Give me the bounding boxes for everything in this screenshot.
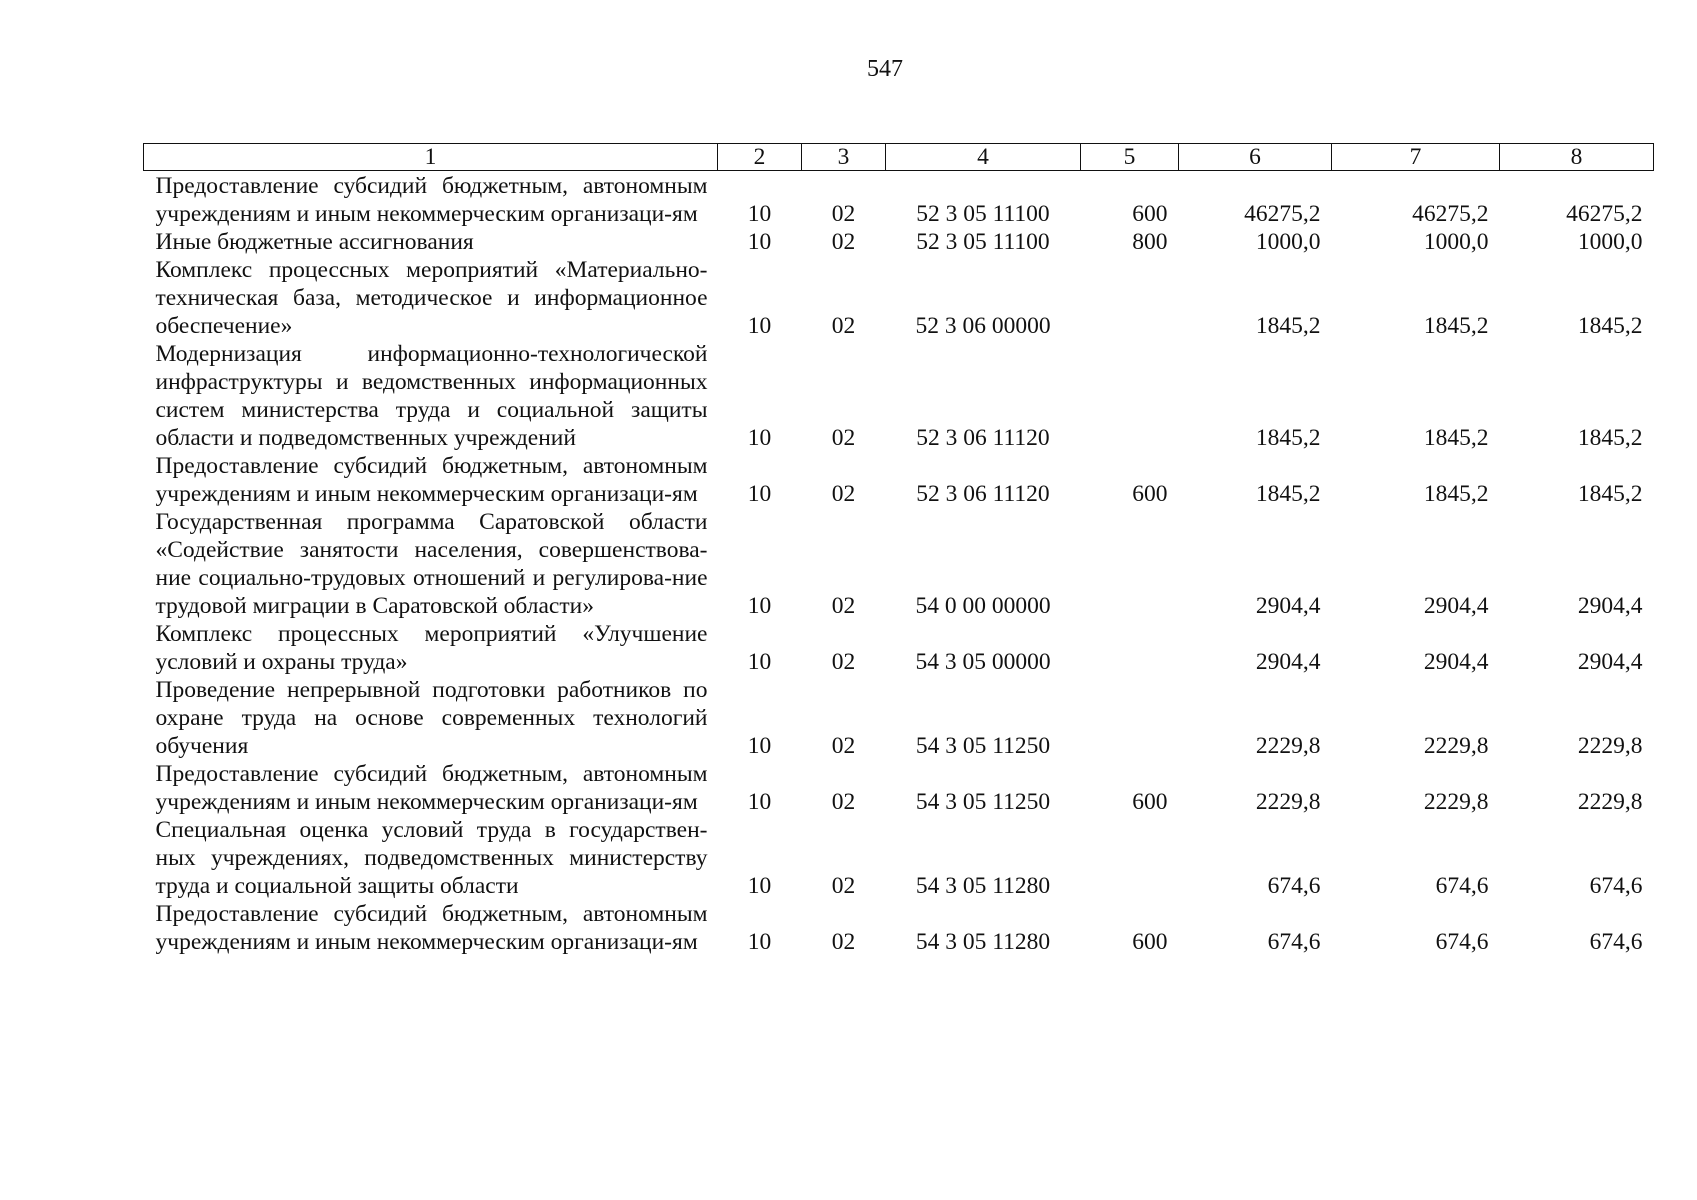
column-number-row [144, 144, 1654, 171]
section-code-cell: 10 [747, 201, 772, 227]
amount-year2-cell: 674,6 [1435, 929, 1489, 955]
amount-year3-cell: 1845,2 [1577, 425, 1643, 451]
table-row [144, 760, 1654, 816]
target-article-cell: 52 3 06 11120 [916, 425, 1050, 451]
column-number-header: 3 [802, 144, 886, 171]
table-body [144, 171, 1654, 957]
target-article-cell: 52 3 06 00000 [915, 313, 1051, 339]
amount-year1-cell: 2904,4 [1255, 649, 1321, 675]
amount-year2-cell: 1845,2 [1423, 425, 1489, 451]
column-number-header: 8 [1500, 144, 1654, 171]
amount-year1-cell: 674,6 [1267, 929, 1321, 955]
amount-year3-cell: 674,6 [1589, 873, 1643, 899]
budget-table [143, 143, 1654, 956]
section-code-cell: 10 [747, 593, 772, 619]
target-article-cell: 54 3 05 00000 [915, 649, 1051, 675]
section-code-cell: 10 [747, 649, 772, 675]
section-code-cell: 10 [747, 733, 772, 759]
subsection-code-cell: 02 [831, 481, 856, 507]
page-number: 547 [867, 56, 903, 82]
amount-year3-cell: 2229,8 [1577, 789, 1643, 815]
expense-type-cell: 600 [1132, 789, 1168, 815]
expense-type-cell: 600 [1132, 929, 1168, 955]
row-name-cell: Комплекс процессных мероприятий «Улучшение условий и охраны труда» [155, 621, 708, 675]
table-row [144, 171, 1654, 229]
column-number-header: 1 [144, 144, 718, 171]
table-row [144, 816, 1654, 900]
column-number-header: 2 [718, 144, 802, 171]
expense-type-cell [1081, 816, 1179, 900]
column-number-header: 6 [1179, 144, 1332, 171]
target-article-cell: 52 3 05 11100 [916, 201, 1050, 227]
table-row [144, 340, 1654, 452]
amount-year3-cell: 1000,0 [1577, 229, 1643, 255]
amount-year1-cell: 1845,2 [1255, 425, 1321, 451]
subsection-code-cell: 02 [831, 313, 856, 339]
row-name-cell: Предоставление субсидий бюджетным, автономным учреждениям и иным некоммерческим организаци-ям [155, 761, 708, 815]
target-article-cell: 54 3 05 11280 [915, 873, 1051, 899]
expense-type-cell [1081, 256, 1179, 340]
amount-year2-cell: 2229,8 [1423, 733, 1489, 759]
amount-year2-cell: 2229,8 [1423, 789, 1489, 815]
amount-year2-cell: 2904,4 [1423, 649, 1489, 675]
table-row [144, 228, 1654, 256]
amount-year3-cell: 2229,8 [1577, 733, 1643, 759]
amount-year2-cell: 2904,4 [1423, 593, 1489, 619]
expense-type-cell [1081, 340, 1179, 452]
target-article-cell: 54 3 05 11250 [915, 733, 1051, 759]
row-name-cell: Предоставление субсидий бюджетным, автономным учреждениям и иным некоммерческим организаци-ям [155, 453, 708, 507]
section-code-cell: 10 [747, 929, 772, 955]
section-code-cell: 10 [747, 481, 772, 507]
section-code-cell: 10 [747, 425, 772, 451]
table-row [144, 900, 1654, 956]
row-name-cell: Предоставление субсидий бюджетным, автономным учреждениям и иным некоммерческим организаци-ям [155, 173, 708, 227]
expense-type-cell: 600 [1132, 201, 1168, 227]
expense-type-cell [1081, 676, 1179, 760]
target-article-cell: 54 3 05 11250 [915, 789, 1051, 815]
row-name-cell: Специальная оценка условий труда в государствен-ных учреждениях, подведомственных министерству труда и социальной защиты области [155, 817, 708, 899]
column-number-header: 4 [886, 144, 1081, 171]
row-name-cell: Проведение непрерывной подготовки работников по охране труда на основе современных технологий обучения [155, 677, 708, 759]
amount-year1-cell: 2229,8 [1255, 789, 1321, 815]
table-row [144, 256, 1654, 340]
target-article-cell: 54 0 00 00000 [915, 593, 1051, 619]
subsection-code-cell: 02 [831, 593, 856, 619]
expense-type-cell [1081, 620, 1179, 676]
table-row [144, 508, 1654, 620]
amount-year2-cell: 46275,2 [1412, 201, 1489, 227]
row-name-cell: Предоставление субсидий бюджетным, автономным учреждениям и иным некоммерческим организаци-ям [155, 901, 708, 955]
amount-year2-cell: 1845,2 [1423, 481, 1489, 507]
amount-year3-cell: 674,6 [1589, 929, 1643, 955]
amount-year1-cell: 674,6 [1267, 873, 1321, 899]
row-name-cell: Государственная программа Саратовской области «Содействие занятости населения, совершенствова-ние социально-трудовых отношений и регулирова-ние трудовой миграции в Саратовской области» [155, 509, 708, 619]
section-code-cell: 10 [747, 229, 772, 255]
target-article-cell: 52 3 05 11100 [916, 229, 1050, 255]
row-name-cell: Модернизация информационно-технологической инфраструктуры и ведомственных информационных систем министерства труда и социальной защиты области и подведомственных учреждений [155, 341, 708, 451]
subsection-code-cell: 02 [831, 425, 856, 451]
amount-year3-cell: 46275,2 [1566, 201, 1643, 227]
subsection-code-cell: 02 [831, 789, 856, 815]
section-code-cell: 10 [747, 789, 772, 815]
amount-year1-cell: 46275,2 [1244, 201, 1321, 227]
row-name-cell: Комплекс процессных мероприятий «Материально-техническая база, методическое и информационное обеспечение» [155, 257, 708, 339]
amount-year1-cell: 1845,2 [1255, 313, 1321, 339]
amount-year1-cell: 2904,4 [1255, 593, 1321, 619]
subsection-code-cell: 02 [831, 873, 856, 899]
column-number-header: 5 [1081, 144, 1179, 171]
section-code-cell: 10 [747, 873, 772, 899]
table-row [144, 620, 1654, 676]
amount-year1-cell: 1000,0 [1255, 229, 1321, 255]
amount-year3-cell: 2904,4 [1577, 593, 1643, 619]
section-code-cell: 10 [747, 313, 772, 339]
amount-year2-cell: 1845,2 [1423, 313, 1489, 339]
target-article-cell: 52 3 06 11120 [916, 481, 1050, 507]
amount-year2-cell: 674,6 [1435, 873, 1489, 899]
amount-year3-cell: 2904,4 [1577, 649, 1643, 675]
expense-type-cell [1081, 508, 1179, 620]
amount-year3-cell: 1845,2 [1577, 313, 1643, 339]
expense-type-cell: 600 [1132, 481, 1168, 507]
subsection-code-cell: 02 [831, 733, 856, 759]
row-name-cell: Иные бюджетные ассигнования [155, 229, 474, 255]
amount-year1-cell: 2229,8 [1255, 733, 1321, 759]
subsection-code-cell: 02 [831, 649, 856, 675]
target-article-cell: 54 3 05 11280 [915, 929, 1051, 955]
subsection-code-cell: 02 [831, 929, 856, 955]
amount-year3-cell: 1845,2 [1577, 481, 1643, 507]
subsection-code-cell: 02 [831, 229, 856, 255]
table-row [144, 452, 1654, 508]
expense-type-cell: 800 [1132, 229, 1168, 255]
column-number-header: 7 [1332, 144, 1500, 171]
amount-year1-cell: 1845,2 [1255, 481, 1321, 507]
amount-year2-cell: 1000,0 [1423, 229, 1489, 255]
subsection-code-cell: 02 [831, 201, 856, 227]
table-row [144, 676, 1654, 760]
